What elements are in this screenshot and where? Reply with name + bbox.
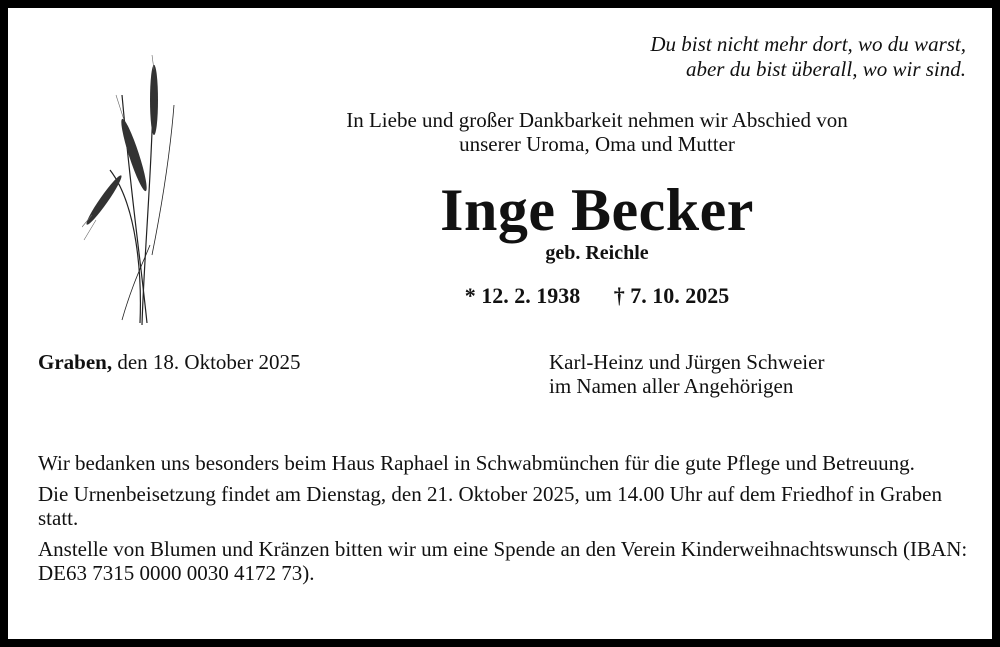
family-line: Karl-Heinz und Jürgen Schweier — [549, 350, 825, 374]
maiden-name: geb. Reichle — [545, 242, 649, 264]
life-dates — [250, 283, 944, 309]
deceased-name: Inge Becker — [440, 177, 754, 243]
birth-date: * 12. 2. 1938 — [464, 283, 581, 308]
quote-line: Du bist nicht mehr dort, wo du warst, — [650, 32, 966, 56]
donation-paragraph: Anstelle von Blumen und Kränzen bitten wir um eine Spende an den Verein Kinderweihnachtswunsch (IBAN: DE63 7315 0000 0030 4172 73). — [38, 537, 968, 585]
quote-line: aber du bist überall, wo wir sind. — [685, 57, 966, 81]
quote — [650, 32, 966, 82]
date: den 18. Oktober 2025 — [112, 350, 301, 374]
place-date — [38, 350, 300, 374]
place: Graben, — [38, 350, 113, 374]
family-line: im Namen aller Angehörigen — [549, 374, 794, 398]
notice-body — [38, 451, 968, 592]
wheat-icon — [82, 55, 182, 330]
thanks-paragraph: Wir bedanken uns besonders beim Haus Raphael in Schwabmünchen für die gute Pflege und Betreuung. — [38, 451, 915, 475]
intro-line: In Liebe und großer Dankbarkeit nehmen wir Abschied von — [346, 108, 848, 132]
burial-paragraph: Die Urnenbeisetzung findet am Dienstag, den 21. Oktober 2025, um 14.00 Uhr auf dem Friedhof in Graben statt. — [38, 482, 942, 530]
death-date: † 7. 10. 2025 — [613, 283, 730, 308]
family-signature — [549, 350, 824, 398]
intro-line: unserer Uroma, Oma und Mutter — [459, 132, 735, 156]
intro-text — [250, 108, 944, 156]
